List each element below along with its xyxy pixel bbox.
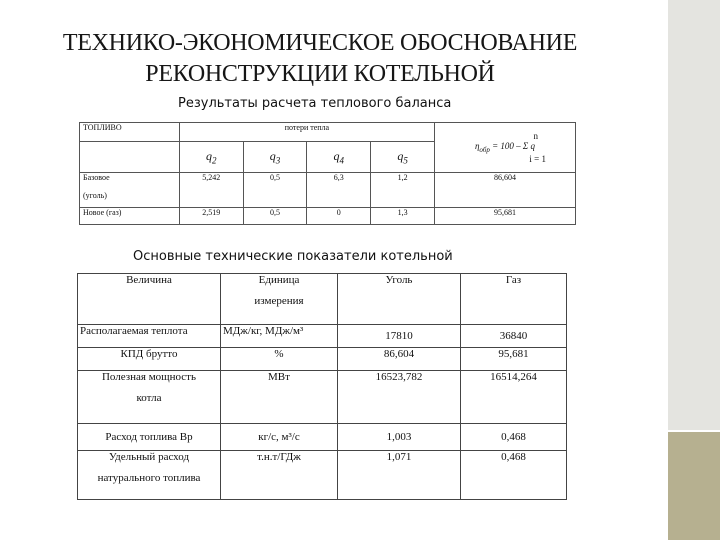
- table-row: [78, 424, 567, 451]
- cell-q5: 1,2: [371, 173, 435, 208]
- table-row: [78, 348, 567, 371]
- row-gas: 16514,264: [461, 371, 567, 424]
- row-name: Удельный расход натурального топлива: [78, 451, 221, 500]
- table-header-row: [78, 274, 567, 325]
- header-q4: $q_4$: [307, 142, 371, 173]
- cell-q4: 0: [307, 208, 371, 225]
- row-gas: 0,468: [461, 424, 567, 451]
- header-losses: потери тепла: [179, 123, 434, 142]
- cell-eta: 95,681: [435, 208, 576, 225]
- technical-indicators-caption: Основные технические показатели котельной: [133, 249, 453, 264]
- row-coal: 17810: [338, 325, 461, 348]
- cell-q2: 2,519: [179, 208, 243, 225]
- header-q2: $q_2$: [179, 142, 243, 173]
- row-name: Располагаемая теплота: [78, 325, 221, 348]
- row-unit: %: [221, 348, 338, 371]
- row-coal: 1,003: [338, 424, 461, 451]
- cell-eta: 86,604: [435, 173, 576, 208]
- row-unit: кг/с, м³/с: [221, 424, 338, 451]
- row-fuel-name: Базовое (уголь): [80, 173, 180, 208]
- header-empty-cell: [80, 142, 180, 173]
- row-gas: 95,681: [461, 348, 567, 371]
- row-gas: 36840: [461, 325, 567, 348]
- heat-balance-caption: Результаты расчета теплового баланса: [178, 96, 452, 111]
- table-row: [80, 173, 576, 208]
- header-coal: Уголь: [338, 274, 461, 325]
- cell-q3: 0,5: [243, 173, 307, 208]
- table-header-row: [80, 123, 576, 142]
- header-q5: $q_5$: [371, 142, 435, 173]
- efficiency-formula: n $\eta_{обр} = 100 - \Sigma$ q i = 1: [435, 123, 576, 173]
- decor-stripe-bottom: [668, 432, 720, 540]
- header-fuel: ТОПЛИВО: [80, 123, 180, 142]
- header-gas: Газ: [461, 274, 567, 325]
- cell-q3: 0,5: [243, 208, 307, 225]
- row-unit: МВт: [221, 371, 338, 424]
- header-value: Величина: [78, 274, 221, 325]
- row-coal: 16523,782: [338, 371, 461, 424]
- decor-stripe-top: [668, 0, 720, 432]
- row-name: Полезная мощность котла: [78, 371, 221, 424]
- header-q3: $q_3$: [243, 142, 307, 173]
- row-coal: 86,604: [338, 348, 461, 371]
- cell-q4: 6,3: [307, 173, 371, 208]
- table-row: [78, 451, 567, 500]
- slide-title-line2: РЕКОНСТРУКЦИИ КОТЕЛЬНОЙ: [145, 61, 495, 87]
- slide-title-line1: ТЕХНИКО-ЭКОНОМИЧЕСКОЕ ОБОСНОВАНИЕ: [62, 30, 578, 56]
- header-unit: Единица измерения: [221, 274, 338, 325]
- table-row: [78, 325, 567, 348]
- slide-title: [10, 28, 630, 90]
- cell-q2: 5,242: [179, 173, 243, 208]
- row-unit: т.н.т/ГДж: [221, 451, 338, 500]
- row-gas: 0,468: [461, 451, 567, 500]
- row-coal: 1,071: [338, 451, 461, 500]
- table-row: [80, 208, 576, 225]
- row-name: КПД брутто: [78, 348, 221, 371]
- technical-indicators-table: [77, 273, 567, 500]
- row-name: Расход топлива Bр: [78, 424, 221, 451]
- heat-balance-table: [79, 122, 576, 225]
- row-fuel-name: Новое (газ): [80, 208, 180, 225]
- row-unit: МДж/кг, МДж/м³: [221, 325, 338, 348]
- table-row: [78, 371, 567, 424]
- cell-q5: 1,3: [371, 208, 435, 225]
